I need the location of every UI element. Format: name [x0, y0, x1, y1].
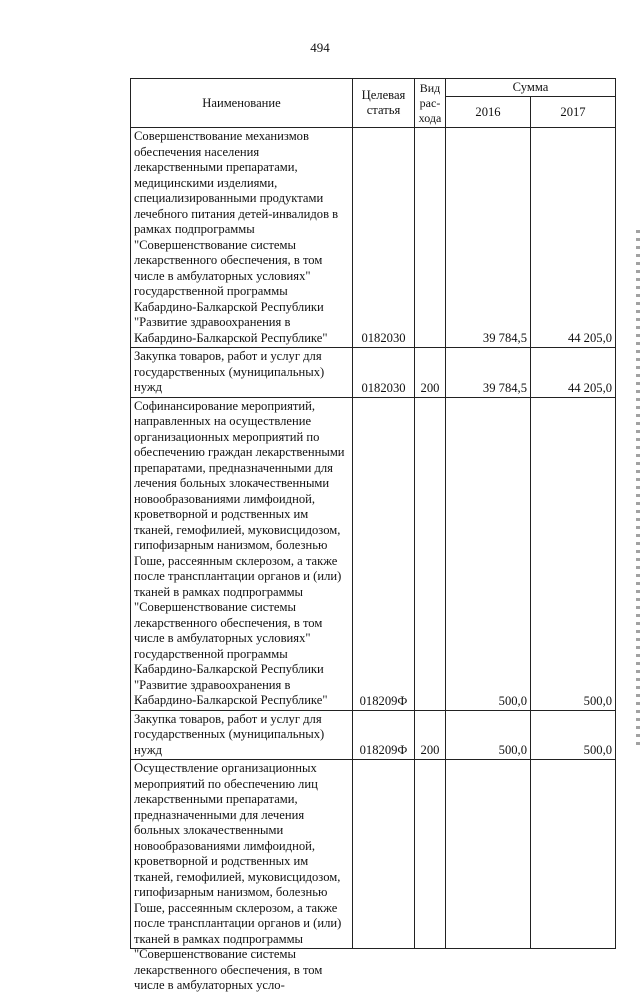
header-type: Вид рас-хода: [415, 79, 446, 128]
table-row: [131, 710, 616, 760]
budget-table: [130, 78, 616, 992]
table-row: [131, 397, 616, 710]
row-2017: [531, 760, 616, 949]
row-name: Совершенствование механизмов обеспечения населения лекарственными препаратами, медицинскими изделиями, специализированными продуктами лечебного питания детей-инвалидов в рамках подпрограммы "Совершенствование системы лекарственного обеспечения, в том числе в амбулаторных условиях" государственной программы Кабардино-Балкарской Республики "Развитие здравоохранения в Кабардино-Балкарской Республике": [131, 128, 353, 348]
row-2016: [446, 760, 531, 949]
row-type: 200: [415, 348, 446, 398]
table-row: [131, 760, 616, 949]
row-type: [415, 760, 446, 949]
header-year-2016: 2016: [446, 97, 531, 128]
table-row: [131, 348, 616, 398]
row-name-text: Осуществление организационных мероприятий по обеспечению лиц лекарственными препаратами, предназначенными для лечения больных злокачественными новообразованиями лимфоидной, кроветворной и родственных им тканей, гемофилией, муковисцидозом, гипофизарным нанизмом, болезнью Гоше, рассеянным склерозом, а также после трансплантации органов и (или) тканей в рамках подпрограммы "Совершенствование системы лекарственного обеспечения, в том числе в амбулаторных усло-: [134, 761, 342, 992]
row-2017: 44 205,0: [531, 128, 616, 348]
row-2016: 39 784,5: [446, 128, 531, 348]
header-target: Целевая статья: [353, 79, 415, 128]
header-name: Наименование: [131, 79, 353, 128]
row-code: 0182030: [353, 348, 415, 398]
row-type: [415, 397, 446, 710]
header-sum: Сумма: [446, 79, 616, 97]
row-2017: 500,0: [531, 397, 616, 710]
scan-edge-mark: [636, 230, 640, 750]
row-code: 0182030: [353, 128, 415, 348]
row-type: [415, 128, 446, 348]
row-2016: 500,0: [446, 710, 531, 760]
row-2016: 500,0: [446, 397, 531, 710]
row-code: 018209Ф: [353, 397, 415, 710]
row-2017: 500,0: [531, 710, 616, 760]
row-2016: 39 784,5: [446, 348, 531, 398]
row-code: 018209Ф: [353, 710, 415, 760]
row-code: [353, 760, 415, 949]
row-name: Закупка товаров, работ и услуг для государственных (муниципальных) нужд: [131, 348, 353, 398]
row-name: [131, 760, 353, 992]
page-number: 494: [310, 40, 330, 55]
header-row: [131, 79, 616, 97]
row-name: Закупка товаров, работ и услуг для государственных (муниципальных) нужд: [131, 710, 353, 760]
row-2017: 44 205,0: [531, 348, 616, 398]
row-type: 200: [415, 710, 446, 760]
row-name: Софинансирование мероприятий, направленных на осуществление организационных мероприятий по обеспечению граждан лекарственными препаратами, предназначенными для лечения больных злокачественными новообразованиями лимфоидной, кроветворной и родственных им тканей, гемофилией, муковисцидозом, гипофизарным нанизмом, болезнью Гоше, рассеянным склерозом, а также после трансплантации органов и (или) тканей в рамках подпрограммы "Совершенствование системы лекарственного обеспечения, в том числе в амбулаторных условиях" государственной программы Кабардино-Балкарской Республики "Развитие здравоохранения в Кабардино-Балкарской Республике": [131, 397, 353, 710]
header-year-2017: 2017: [531, 97, 616, 128]
table-row: [131, 128, 616, 348]
